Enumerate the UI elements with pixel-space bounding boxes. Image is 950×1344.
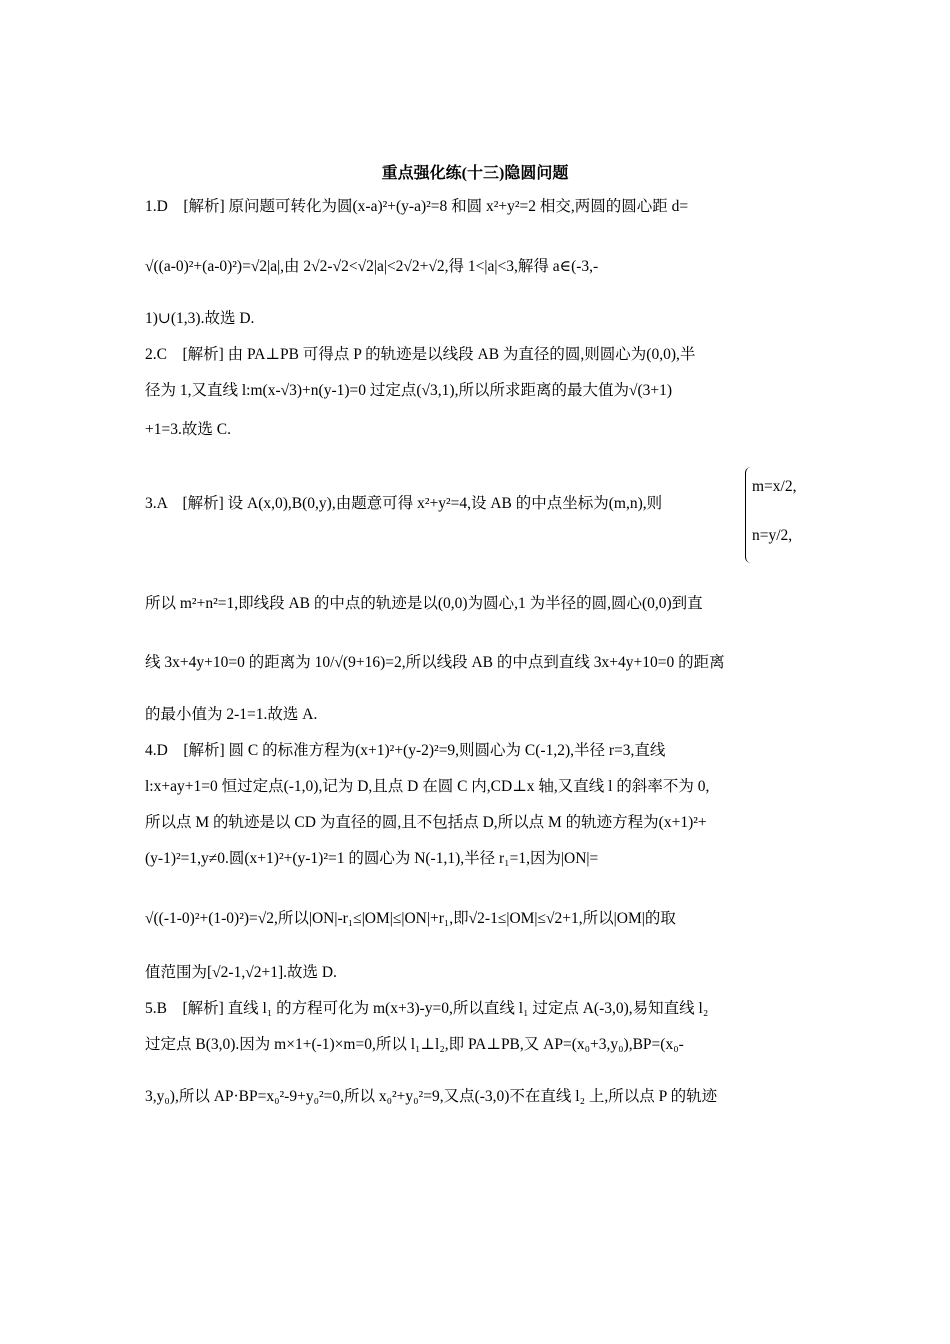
- q3-line-3: 线 3x+4y+10=0 的距离为 10/√(9+16)=2,所以线段 AB 的中点到直线 3x+4y+10=0 的距离: [145, 654, 725, 671]
- q2-line-3: +1=3.故选 C.: [145, 421, 231, 438]
- q5-line-1: 5.B [解析] 直线 l₁ 的方程可化为 m(x+3)-y=0,所以直线 l₁ 过定点 A(-3,0),易知直线 l₂: [145, 1000, 709, 1017]
- q2-line-1: 2.C [解析] 由 PA⊥PB 可得点 P 的轨迹是以线段 AB 为直径的圆,则圆心为(0,0),半: [145, 346, 696, 363]
- system-equation-1: m=x/2,: [752, 478, 797, 495]
- q3-line-1: 3.A [解析] 设 A(x,0),B(0,y),由题意可得 x²+y²=4,设 AB 的中点坐标为(m,n),则: [145, 495, 663, 512]
- q1-line-3: 1)∪(1,3).故选 D.: [145, 310, 255, 327]
- q1-line-2: √((a-0)²+(a-0)²)=√2|a|,由 2√2-√2<√2|a|<2√2+√2,得 1<|a|<3,解得 a∈(-3,-: [145, 258, 599, 275]
- q2-line-2: 径为 1,又直线 l:m(x-√3)+n(y-1)=0 过定点(√3,1),所以所求距离的最大值为√(3+1): [145, 382, 673, 399]
- q4-line-4: (y-1)²=1,y≠0.圆(x+1)²+(y-1)²=1 的圆心为 N(-1,1),半径 r₁=1,因为|ON|=: [145, 850, 599, 867]
- q4-line-2: l:x+ay+1=0 恒过定点(-1,0),记为 D,且点 D 在圆 C 内,CD⊥x 轴,又直线 l 的斜率不为 0,: [145, 778, 710, 795]
- page-title: 重点强化练(十三)隐圆问题: [381, 165, 569, 182]
- q3-line-4: 的最小值为 2-1=1.故选 A.: [145, 706, 318, 723]
- q5-line-2: 过定点 B(3,0).因为 m×1+(-1)×m=0,所以 l₁⊥l₂,即 PA⊥PB,又 AP=(x₀+3,y₀),BP=(x₀-: [145, 1036, 684, 1053]
- q4-line-5: √((-1-0)²+(1-0)²)=√2,所以|ON|-r₁≤|OM|≤|ON|+r₁,即√2-1≤|OM|≤√2+1,所以|OM|的取: [145, 910, 676, 927]
- q5-line-3: 3,y₀),所以 AP·BP=x₀²-9+y₀²=0,所以 x₀²+y₀²=9,又点(-3,0)不在直线 l₂ 上,所以点 P 的轨迹: [145, 1088, 718, 1105]
- q3-line-2: 所以 m²+n²=1,即线段 AB 的中点的轨迹是以(0,0)为圆心,1 为半径的圆,圆心(0,0)到直: [145, 595, 703, 612]
- equation-system-brace: [745, 467, 752, 563]
- q4-line-3: 所以点 M 的轨迹是以 CD 为直径的圆,且不包括点 D,所以点 M 的轨迹方程为(x+1)²+: [145, 814, 707, 831]
- q4-line-6: 值范围为[√2-1,√2+1].故选 D.: [145, 964, 337, 981]
- q4-line-1: 4.D [解析] 圆 C 的标准方程为(x+1)²+(y-2)²=9,则圆心为 C(-1,2),半径 r=3,直线: [145, 742, 666, 759]
- q1-line-1: 1.D [解析] 原问题可转化为圆(x-a)²+(y-a)²=8 和圆 x²+y²=2 相交,两圆的圆心距 d=: [145, 198, 689, 215]
- system-equation-2: n=y/2,: [752, 527, 793, 544]
